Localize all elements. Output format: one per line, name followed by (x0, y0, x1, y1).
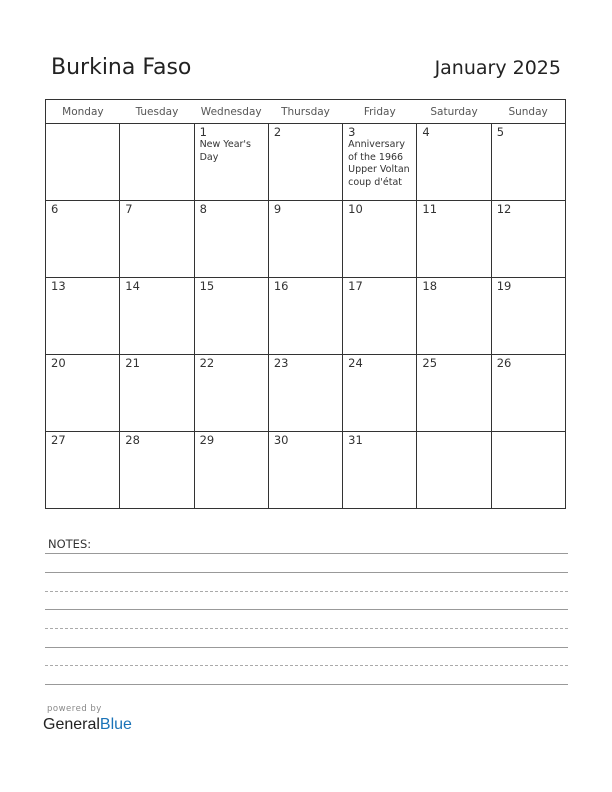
day-number: 8 (199, 202, 207, 216)
day-cell (46, 124, 120, 201)
day-number: 28 (125, 433, 140, 447)
day-number: 27 (51, 433, 66, 447)
day-cell (417, 355, 491, 432)
holiday-label: New Year's Day (199, 139, 251, 163)
calendar-grid (45, 99, 566, 509)
notes-line (45, 591, 568, 592)
day-number (417, 432, 490, 434)
day-number: 19 (496, 279, 512, 293)
day-number (492, 432, 565, 434)
weekday-header: Thursday (268, 100, 342, 124)
day-number: 2 (273, 125, 282, 139)
day-cell (343, 278, 417, 355)
day-cell (194, 355, 268, 432)
day-cell (343, 355, 417, 432)
weekday-header: Sunday (491, 100, 565, 124)
day-cell (46, 432, 120, 509)
day-number: 7 (125, 202, 133, 216)
notes-line (45, 665, 568, 666)
day-number: 21 (125, 356, 140, 370)
day-cell (417, 201, 491, 278)
weekday-header: Monday (46, 100, 120, 124)
day-number: 30 (273, 433, 289, 447)
day-cell (46, 201, 120, 278)
brand-part-blue: Blue (99, 716, 132, 733)
weekday-header: Friday (343, 100, 417, 124)
notes-line (45, 572, 568, 573)
weekday-header: Saturday (417, 100, 491, 124)
weekday-header-row (46, 100, 566, 124)
holiday-label (46, 126, 119, 127)
day-cell (120, 432, 194, 509)
day-cell (491, 432, 565, 509)
day-cell (120, 355, 194, 432)
holiday-label (120, 126, 193, 127)
day-number: 14 (125, 279, 140, 293)
weekday-header: Wednesday (194, 100, 268, 124)
day-number: 22 (199, 356, 215, 370)
day-cell (268, 124, 342, 201)
day-cell (194, 278, 268, 355)
day-number: 4 (422, 125, 430, 139)
country-title: Burkina Faso (51, 55, 192, 80)
day-number: 9 (273, 202, 282, 216)
month-year-title: January 2025 (434, 57, 561, 79)
day-cell (491, 124, 565, 201)
day-cell (194, 201, 268, 278)
day-number: 26 (496, 356, 512, 370)
day-cell (46, 278, 120, 355)
day-number: 29 (199, 433, 215, 447)
day-number: 3 (348, 125, 356, 139)
day-cell (491, 355, 565, 432)
day-number: 24 (348, 356, 363, 370)
day-number: 12 (496, 202, 512, 216)
day-cell (417, 278, 491, 355)
day-number: 17 (348, 279, 363, 293)
day-cell (268, 432, 342, 509)
day-cell (120, 201, 194, 278)
notes-label: NOTES: (48, 537, 92, 551)
notes-line (45, 628, 568, 629)
day-cell (194, 124, 268, 201)
day-cell (268, 355, 342, 432)
day-number: 11 (422, 202, 438, 216)
week-row (46, 201, 566, 278)
day-cell (120, 124, 194, 201)
day-cell (343, 432, 417, 509)
brand-part-general: General (43, 716, 100, 733)
day-number: 25 (422, 356, 438, 370)
holiday-label: Anniversary of the 1966 Upper Voltan coup d'état (348, 139, 410, 188)
powered-by-text: powered by (47, 704, 102, 714)
day-cell (46, 355, 120, 432)
day-number: 10 (348, 202, 363, 216)
day-number: 15 (199, 279, 215, 293)
day-cell (120, 278, 194, 355)
day-cell (417, 432, 491, 509)
week-row (46, 355, 566, 432)
day-number: 16 (273, 279, 289, 293)
week-row (46, 432, 566, 509)
day-number: 5 (496, 125, 505, 139)
notes-line (45, 684, 568, 685)
week-row (46, 278, 566, 355)
day-cell (343, 201, 417, 278)
day-number: 18 (422, 279, 438, 293)
day-number: 20 (51, 356, 66, 370)
day-cell (268, 201, 342, 278)
day-cell (417, 124, 491, 201)
notes-line (45, 609, 568, 610)
day-cell (343, 124, 417, 201)
day-number: 23 (273, 356, 289, 370)
notes-line (45, 647, 568, 648)
notes-line (45, 553, 568, 554)
day-number: 1 (199, 125, 207, 139)
day-cell (268, 278, 342, 355)
week-row (46, 124, 566, 201)
day-number: 6 (51, 202, 59, 216)
day-cell (194, 432, 268, 509)
day-number: 13 (51, 279, 66, 293)
day-number: 31 (348, 433, 363, 447)
weekday-header: Tuesday (120, 100, 194, 124)
day-cell (491, 278, 565, 355)
day-cell (491, 201, 565, 278)
generalblue-logo[interactable] (43, 716, 132, 734)
